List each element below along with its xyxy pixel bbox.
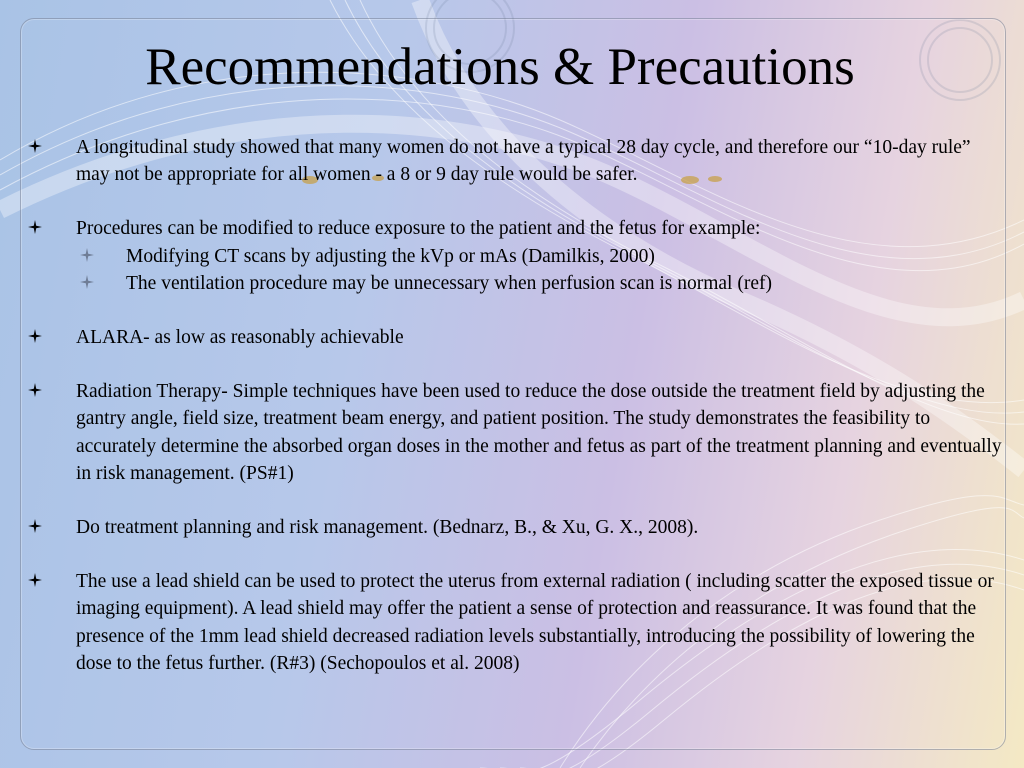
sub-bullet-text: The ventilation procedure may be unnecessary when perfusion scan is normal (ref) xyxy=(126,272,772,294)
bullet-text: The use a lead shield can be used to protect the uterus from external radiation ( including scatter the exposed tissue or imaging equipment). A lead shield may offer the patient a sense of protection and reassurance. It was found that the presence of the 1mm lead shield decreased radiation levels substantially, introducing the possibility of lowering the dose to the fetus further. (R#3) (Sechopoulos et al. 2008) xyxy=(76,571,994,674)
four-point-star-icon xyxy=(80,275,94,289)
bullet-text: Radiation Therapy- Simple techniques have been used to reduce the dose outside the treatment field by adjusting the gantry angle, field size, treatment beam energy, and patient position. The study demonstrates the feasibility to accurately determine the absorbed organ doses in the mother and fetus as part of the treatment planning and eventually in risk management. (PS#1) xyxy=(76,381,1002,484)
bullet-text: Procedures can be modified to reduce exposure to the patient and the fetus for example: xyxy=(76,218,761,240)
four-point-star-icon xyxy=(28,519,42,533)
four-point-star-icon xyxy=(28,383,42,397)
bullet-text: ALARA- as low as reasonably achievable xyxy=(76,327,404,349)
bullet-item xyxy=(28,568,1008,677)
bullet-item xyxy=(28,514,1008,541)
four-point-star-icon xyxy=(28,139,42,153)
sub-bullet-item xyxy=(28,270,1008,297)
slide-body xyxy=(28,134,1008,677)
four-point-star-icon xyxy=(28,573,42,587)
four-point-star-icon xyxy=(28,329,42,343)
sub-bullet-item xyxy=(28,243,1008,270)
bullet-item xyxy=(28,215,1008,242)
sub-bullet-text: Modifying CT scans by adjusting the kVp or mAs (Damilkis, 2000) xyxy=(126,245,655,267)
bullet-item xyxy=(28,134,1008,188)
bullet-item xyxy=(28,378,1008,487)
bullet-text: Do treatment planning and risk management. (Bednarz, B., & Xu, G. X., 2008). xyxy=(76,517,699,539)
bullet-item xyxy=(28,324,1008,351)
four-point-star-icon xyxy=(80,248,94,262)
four-point-star-icon xyxy=(28,220,42,234)
bullet-text: A longitudinal study showed that many women do not have a typical 28 day cycle, and therefore our “10-day rule” may not be appropriate for all women - a 8 or 9 day rule would be safer. xyxy=(76,137,971,186)
slide-title: Recommendations & Precautions xyxy=(145,38,855,96)
